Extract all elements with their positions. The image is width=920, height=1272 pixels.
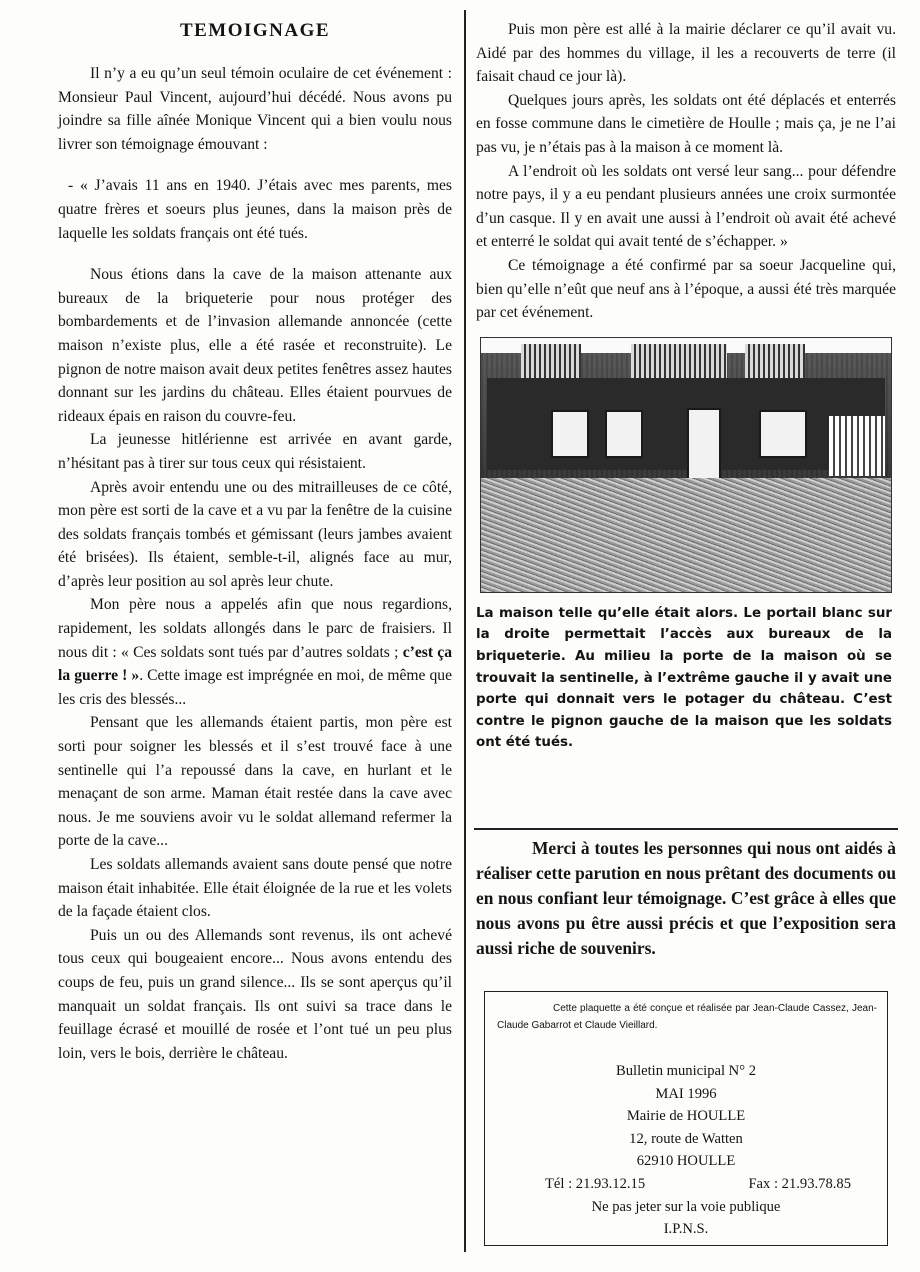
testimony-paragraph: Puis un ou des Allemands sont revenus, ils ont achevé tous ceux qui bougeaient encore... Nous avons entendu des coups de feu, puis un grand silence... Ils se sont aperçus qu’il manquait un soldat français. Ils ont suivi sa trace dans le feuillage écrasé et mouillé de rosée et l’ont tué un peu plus loin, vers le bois, derrière le château. — [58, 926, 452, 1062]
phone-number: Tél : 21.93.12.15 — [545, 1175, 646, 1192]
photo-wall — [487, 378, 885, 470]
testimony-paragraph: Puis mon père est allé à la mairie déclarer ce qu’il avait vu. Aidé par des hommes du village, il les a recouverts de terre (il faisait chaud ce jour là). — [476, 21, 896, 86]
photo-caption: La maison telle qu’elle était alors. Le portail blanc sur la droite permettait l’accès aux bureaux de la briqueterie. Au milieu la porte de la maison où se trouvait la sentinelle, à l’extrême gauche il y avait une porte qui donnait vers le potager du château. C’est contre le pignon gauche de la maison que les soldats ont été tués. — [476, 605, 892, 751]
testimony-paragraph: La jeunesse hitlérienne est arrivée en avant garde, n’hésitant pas à tirer sur tous ceux qui résistaient. — [58, 431, 452, 472]
credits-text — [497, 1000, 877, 1034]
fax-number: Fax : 21.93.78.85 — [748, 1175, 851, 1192]
mairie-postcode: 62910 HOULLE — [636, 1153, 736, 1170]
article-title: TEMOIGNAGE — [179, 20, 331, 41]
bulletin-date: MAI 1996 — [655, 1085, 717, 1102]
left-column — [58, 18, 452, 1065]
testimony-paragraph: Pensant que les allemands étaient partis, mon père est sorti pour soigner les blessés et il s’est trouvé face à une sentinelle qui l’a repoussé dans la cave, en hurlant et le menaçant de son arme. Maman était restée dans la cave avec nous. Je me souviens avoir vu le soldat allemand refermer la porte de la cave... — [58, 714, 452, 850]
thanks-text: Merci à toutes les personnes qui nous ont aidés à réaliser cette parution en nous prêtant des documents ou en nous confiant leur témoignage. C’est grâce à elles que nous avons pu être aussi précis et que l’exposition sera aussi riche de souvenirs. — [476, 838, 896, 958]
photo-door — [687, 408, 721, 484]
section-rule — [474, 828, 898, 830]
testimony-paragraph: Quelques jours après, les soldats ont été déplacés et enterrés en fosse commune dans le cimetière de Houlle ; mais ça, je ne l’ai pas vu, je n’étais pas à la maison à ce moment là. — [476, 91, 896, 156]
ipns-text: I.P.N.S. — [663, 1221, 709, 1238]
testimony-paragraph — [58, 593, 452, 711]
publication-box — [484, 991, 888, 1246]
testimony-paragraph: - « J’avais 11 ans en 1940. J’étais avec mes parents, mes quatre frères et soeurs plus jeunes, dans la maison près de laquelle les soldats français ont été tués. — [58, 177, 452, 242]
notice-text: Ne pas jeter sur la voie publique — [591, 1198, 781, 1215]
quote-text-end: . Cette image est imprégnée en moi, de même que les cris des blessés... — [58, 667, 452, 708]
contact-line — [485, 1173, 887, 1196]
right-column — [476, 18, 896, 754]
testimony-paragraph: A l’endroit où les soldats ont versé leur sang... pour défendre notre pays, il y a eu pendant plusieurs années une croix surmontée d’un casque. Il y en avait une aussi à l’endroit où avait été achevé et enterré le soldat qui avait tenté de s’échapper. » — [476, 162, 896, 251]
credits-line: Cette plaquette a été conçue et réalisée par Jean-Claude Cassez, Jean-Claude Gabarrot et Claude Vieillard. — [497, 1003, 877, 1031]
testimony-paragraph: Ce témoignage a été confirmé par sa soeur Jacqueline qui, bien qu’elle n’eût que neuf ans à l’époque, a aussi été très marquée par cet événement. — [476, 256, 896, 322]
quote-text: Mon père nous a appelés afin que nous regardions, rapidement, les soldats allongés dans le parc de fraisiers. Il nous dit : « Ces soldats sont tués par d’autres soldats ; — [58, 596, 452, 661]
photo-roof — [631, 344, 727, 378]
testimony-paragraph: Les soldats allemands avaient sans doute pensé que notre maison était inhabitée. Elle était éloignée de la rue et les volets de la façade étaient clos. — [58, 856, 452, 921]
photo-roof — [745, 344, 805, 378]
bulletin-info — [485, 1060, 887, 1241]
photo-gate — [829, 416, 885, 476]
testimony-paragraph: Nous étions dans la cave de la maison attenante aux bureaux de la briqueterie pour nous protéger des bombardements et de l’invasion allemande annoncée (cette maison n’existe plus, elle a été rasée et reconstruite). Le pignon de notre maison avait deux petites fenêtres assez hautes donnant sur les jardins du château. Elles étaient pourvues de rideaux épais en raison du couvre-feu. — [58, 266, 452, 425]
intro-paragraph: Il n’y a eu qu’un seul témoin oculaire de cet événement : Monsieur Paul Vincent, aujourd’hui décédé. Nous avons pu joindre sa fille aînée Monique Vincent qui a bien voulu nous livrer son témoignage émouvant : — [58, 65, 452, 153]
mairie-name: Mairie de HOULLE — [626, 1108, 746, 1125]
house-photo — [480, 337, 892, 593]
testimony-paragraph: Après avoir entendu une ou des mitrailleuses de ce côté, mon père est sorti de la cave et a vu par la fenêtre de la cuisine des soldats français tombés et gémissant (leurs jambes avaient été brisées). Ils étaient, semble-t-il, alignés face au mur, d’après leur position au sol après leur chute. — [58, 478, 452, 590]
emphasis-text: c’est ça la guerre ! » — [58, 643, 452, 685]
column-divider — [464, 10, 466, 1252]
photo-window — [759, 410, 807, 458]
thanks-paragraph — [476, 836, 896, 961]
photo-roof — [521, 344, 581, 378]
photo-window — [605, 410, 643, 458]
photo-garden — [481, 478, 891, 592]
bulletin-number: Bulletin municipal N° 2 — [615, 1063, 756, 1079]
mairie-address: 12, route de Watten — [629, 1130, 743, 1147]
photo-window — [551, 410, 589, 458]
